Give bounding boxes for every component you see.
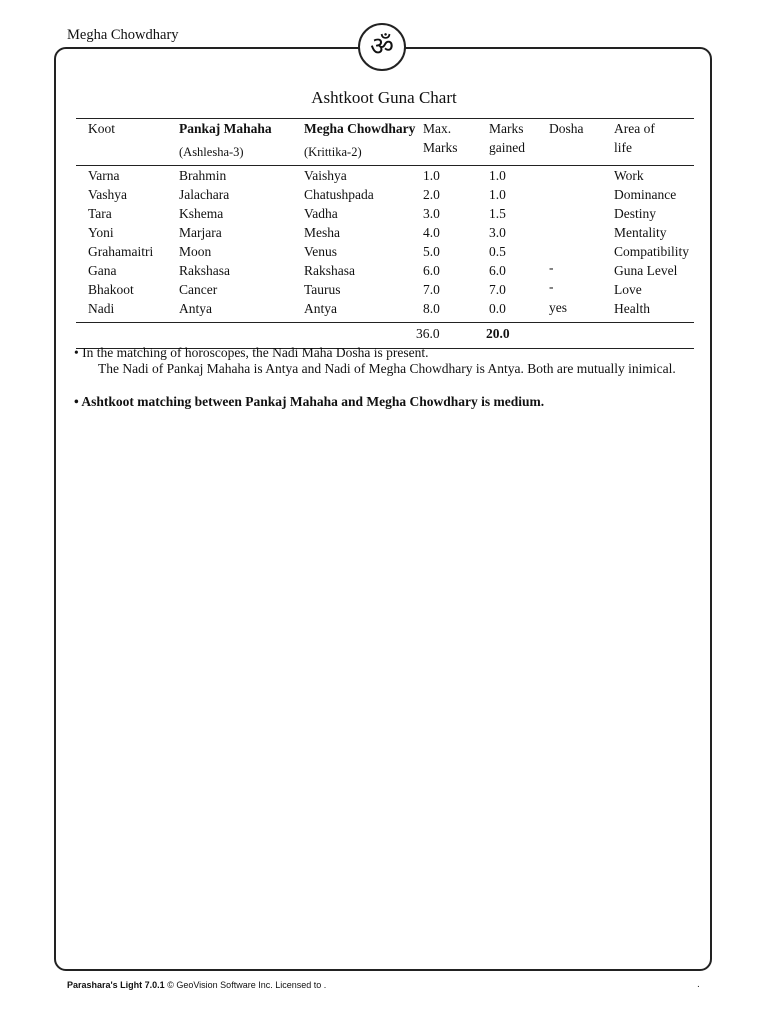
cell-koot: Vashya: [88, 187, 127, 202]
cell-boy: Marjara: [179, 225, 222, 240]
cell-girl: Vaishya: [304, 168, 347, 183]
header-dosha: Dosha: [549, 121, 584, 136]
cell-max: 2.0: [423, 187, 440, 202]
cell-area: Guna Level: [614, 263, 678, 278]
cell-boy: Kshema: [179, 206, 224, 221]
header-max-line1: Max.: [423, 121, 452, 136]
cell-koot: Gana: [88, 263, 117, 278]
header-gained-line1: Marks: [489, 121, 524, 136]
cell-koot: Tara: [88, 206, 112, 221]
chart-title: Ashtkoot Guna Chart: [311, 88, 457, 107]
cell-gained: 0.5: [489, 244, 506, 259]
cell-max: 8.0: [423, 301, 440, 316]
cell-boy: Rakshasa: [179, 263, 230, 278]
header-person-name: Megha Chowdhary: [67, 27, 179, 43]
footer-credit: [67, 980, 326, 990]
cell-dosha: -: [549, 260, 554, 275]
header-boy-nakshatra: (Ashlesha-3): [179, 145, 244, 159]
cell-girl: Venus: [304, 244, 337, 259]
cell-gained: 1.0: [489, 168, 506, 183]
cell-gained: 1.5: [489, 206, 506, 221]
footer-product: Parashara's Light 7.0.1: [67, 980, 165, 990]
cell-max: 6.0: [423, 263, 440, 278]
cell-koot: Grahamaitri: [88, 244, 154, 259]
table-totals-rule: [76, 322, 694, 323]
cell-girl: Taurus: [304, 282, 341, 297]
cell-area: Love: [614, 282, 642, 297]
cell-koot: Bhakoot: [88, 282, 134, 297]
nadi-dosha-detail: The Nadi of Pankaj Mahaha is Antya and Nadi of Megha Chowdhary is Antya. Both are mutually inimical.: [98, 361, 676, 376]
cell-boy: Jalachara: [179, 187, 230, 202]
cell-max: 3.0: [423, 206, 440, 221]
matching-conclusion: • Ashtkoot matching between Pankaj Mahaha and Megha Chowdhary is medium.: [74, 394, 545, 409]
cell-area: Health: [614, 301, 650, 316]
cell-girl: Mesha: [304, 225, 340, 240]
cell-gained: 0.0: [489, 301, 506, 316]
cell-girl: Antya: [304, 301, 337, 316]
header-girl-nakshatra: (Krittika-2): [304, 145, 362, 159]
cell-area: Destiny: [614, 206, 656, 221]
cell-dosha: yes: [549, 300, 567, 315]
header-koot: Koot: [88, 121, 115, 136]
footer-copyright: © GeoVision Software Inc. Licensed to .: [164, 980, 327, 990]
cell-gained: 1.0: [489, 187, 506, 202]
header-girl-name: Megha Chowdhary: [304, 121, 416, 136]
table-top-rule: [76, 118, 694, 119]
cell-max: 1.0: [423, 168, 440, 183]
cell-max: 5.0: [423, 244, 440, 259]
footer-dot: .: [697, 979, 700, 990]
cell-girl: Rakshasa: [304, 263, 355, 278]
total-gained: 20.0: [486, 326, 510, 341]
cell-boy: Antya: [179, 301, 212, 316]
cell-koot: Yoni: [88, 225, 114, 240]
cell-boy: Moon: [179, 244, 212, 259]
nadi-dosha-note: • In the matching of horoscopes, the Nadi Maha Dosha is present.: [74, 345, 429, 360]
cell-gained: 3.0: [489, 225, 506, 240]
cell-max: 4.0: [423, 225, 440, 240]
cell-area: Mentality: [614, 225, 667, 240]
cell-boy: Cancer: [179, 282, 218, 297]
cell-max: 7.0: [423, 282, 440, 297]
cell-gained: 6.0: [489, 263, 506, 278]
header-gained-line2: gained: [489, 140, 525, 155]
total-max: 36.0: [416, 326, 440, 341]
cell-area: Dominance: [614, 187, 677, 202]
header-max-line2: Marks: [423, 140, 458, 155]
cell-area: Work: [614, 168, 644, 183]
cell-gained: 7.0: [489, 282, 506, 297]
header-area-line1: Area of: [614, 121, 655, 136]
cell-koot: Nadi: [88, 301, 115, 316]
cell-girl: Chatushpada: [304, 187, 374, 202]
cell-koot: Varna: [88, 168, 120, 183]
header-boy-name: Pankaj Mahaha: [179, 121, 272, 136]
cell-girl: Vadha: [304, 206, 338, 221]
table-header-rule: [76, 165, 694, 166]
cell-dosha: -: [549, 279, 554, 294]
om-icon: ॐ: [358, 23, 406, 71]
cell-boy: Brahmin: [179, 168, 227, 183]
cell-area: Compatibility: [614, 244, 690, 259]
header-area-line2: life: [614, 140, 632, 155]
